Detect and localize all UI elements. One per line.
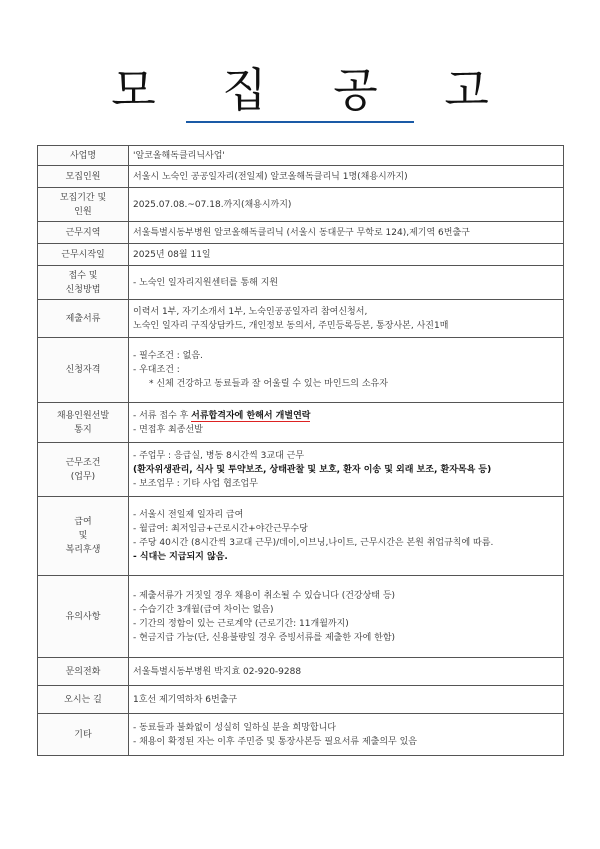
- label-apply: [38, 266, 129, 300]
- label-period-1: 모집기간 및: [59, 192, 107, 203]
- notify-line-1-emphasis: 서류합격자에 한해서 개별연락: [191, 410, 311, 421]
- salary-line-3: - 주당 40시간 (8시간씩 3교대 근무)/데이,이브닝,나이트, 근무시간은 본원 취업규칙에 따름.: [133, 538, 494, 548]
- value-apply: - 노숙인 일자리지원센터를 통해 지원: [129, 266, 564, 300]
- title-underline: [186, 121, 414, 123]
- documents-line-1: 이력서 1부, 자기소개서 1부, 노숙인공공일자리 참여신청서,: [133, 306, 368, 317]
- notify-line-1-pre: - 서류 접수 후: [133, 410, 192, 421]
- label-salary-3: 복리후생: [65, 545, 101, 555]
- row-recruit: [38, 166, 564, 188]
- etc-line-1: - 동료들과 불화없이 성실히 일하실 분을 희망합니다: [133, 722, 336, 733]
- salary-line-4: - 식대는 지급되지 않음.: [133, 552, 228, 562]
- row-salary: [38, 497, 564, 576]
- row-period: [38, 188, 564, 222]
- label-apply-2: 신청방법: [65, 284, 101, 295]
- conditions-line-3: - 보조업무 : 기타 사업 협조업무: [133, 478, 258, 489]
- qualification-line-3: * 신체 건강하고 동료들과 잘 어울릴 수 있는 마인드의 소유자: [149, 379, 388, 389]
- label-salary: [38, 497, 129, 576]
- value-qualification: [129, 338, 564, 403]
- label-recruit: 모집인원: [38, 166, 129, 188]
- label-start: 근무시작일: [38, 244, 129, 266]
- notify-line-2: - 면접후 최종선발: [133, 424, 203, 435]
- value-period: 2025.07.08.~07.18.까지(채용시까지): [129, 188, 564, 222]
- row-apply: [38, 266, 564, 300]
- caution-line-4: - 현금지급 가능(단, 신용불량일 경우 증빙서류를 제출한 자에 한함): [133, 632, 396, 643]
- qualification-line-1: - 필수조건 : 없음.: [133, 351, 203, 361]
- label-caution: 유의사항: [38, 576, 129, 658]
- label-notify: [38, 403, 129, 443]
- value-conditions: [129, 443, 564, 497]
- label-qualification: 신청자격: [38, 338, 129, 403]
- qualification-line-2: - 우대조건 :: [133, 365, 180, 375]
- value-notify: [129, 403, 564, 443]
- conditions-line-1: - 주업무 : 응급실, 병동 8시간씩 3교대 근무: [133, 450, 305, 461]
- caution-line-1: - 제출서류가 거짓일 경우 채용이 취소될 수 있습니다 (건강상태 등): [133, 590, 396, 601]
- recruitment-table: [37, 145, 564, 756]
- value-caution: [129, 576, 564, 658]
- value-documents: [129, 300, 564, 338]
- value-start: 2025년 08월 11일: [129, 244, 564, 266]
- conditions-line-2: (환자위생관리, 식사 및 투약보조, 상태관찰 및 보호, 환자 이송 및 외래 보조, 환자목욕 등): [133, 464, 492, 475]
- caution-line-2: - 수습기간 3개월(급여 차이는 없음): [133, 604, 274, 615]
- label-etc: 기타: [38, 714, 129, 756]
- value-business: '알코올해독클리닉사업': [129, 146, 564, 166]
- label-conditions-2: (업무): [70, 471, 96, 482]
- row-directions: [38, 686, 564, 714]
- value-location: 서울특별시동부병원 알코올해독클리닉 (서울시 동대문구 무학로 124),제기역 6번출구: [129, 222, 564, 244]
- value-recruit: 서울시 노숙인 공공일자리(전일제) 알코올해독클리닉 1명(채용시까지): [129, 166, 564, 188]
- etc-line-2: - 채용이 확정된 자는 이후 주민증 및 통장사본등 필요서류 제출의무 있음: [133, 736, 417, 747]
- label-apply-1: 접수 및: [68, 270, 98, 281]
- label-salary-1: 급여: [74, 517, 92, 527]
- row-conditions: [38, 443, 564, 497]
- page-title: 모 집 공 고: [111, 63, 515, 117]
- documents-line-2: 노숙인 일자리 구직상담카드, 개인정보 동의서, 주민등록등본, 통장사본, 사진1매: [133, 320, 449, 331]
- notify-line-1: [133, 409, 559, 423]
- label-period-2: 인원: [74, 206, 92, 217]
- value-salary: [129, 497, 564, 576]
- row-etc: [38, 714, 564, 756]
- label-documents: 제출서류: [38, 300, 129, 338]
- label-conditions-1: 근무조건: [65, 457, 101, 468]
- label-conditions: [38, 443, 129, 497]
- label-directions: 오시는 길: [38, 686, 129, 714]
- row-business: [38, 146, 564, 166]
- row-qualification: [38, 338, 564, 403]
- row-contact: [38, 658, 564, 686]
- value-etc: [129, 714, 564, 756]
- label-business: 사업명: [38, 146, 129, 166]
- row-notify: [38, 403, 564, 443]
- row-caution: [38, 576, 564, 658]
- caution-line-3: - 기간의 정함이 있는 근로계약 (근로기간: 11개월까지): [133, 618, 349, 629]
- label-location: 근무지역: [38, 222, 129, 244]
- row-location: [38, 222, 564, 244]
- salary-line-1: - 서울시 전일제 일자리 급여: [133, 510, 244, 520]
- label-period: [38, 188, 129, 222]
- value-directions: 1호선 제기역하차 6번출구: [129, 686, 564, 714]
- label-notify-2: 통지: [74, 424, 92, 435]
- row-start: [38, 244, 564, 266]
- label-notify-1: 채용인원선발: [56, 410, 110, 421]
- row-documents: [38, 300, 564, 338]
- label-contact: 문의전화: [38, 658, 129, 686]
- value-contact: 서울특별시동부병원 박지효 02-920-9288: [129, 658, 564, 686]
- salary-line-2: - 월급여: 최저임금+근로시간+야간근무수당: [133, 524, 308, 534]
- label-salary-2: 및: [78, 531, 88, 541]
